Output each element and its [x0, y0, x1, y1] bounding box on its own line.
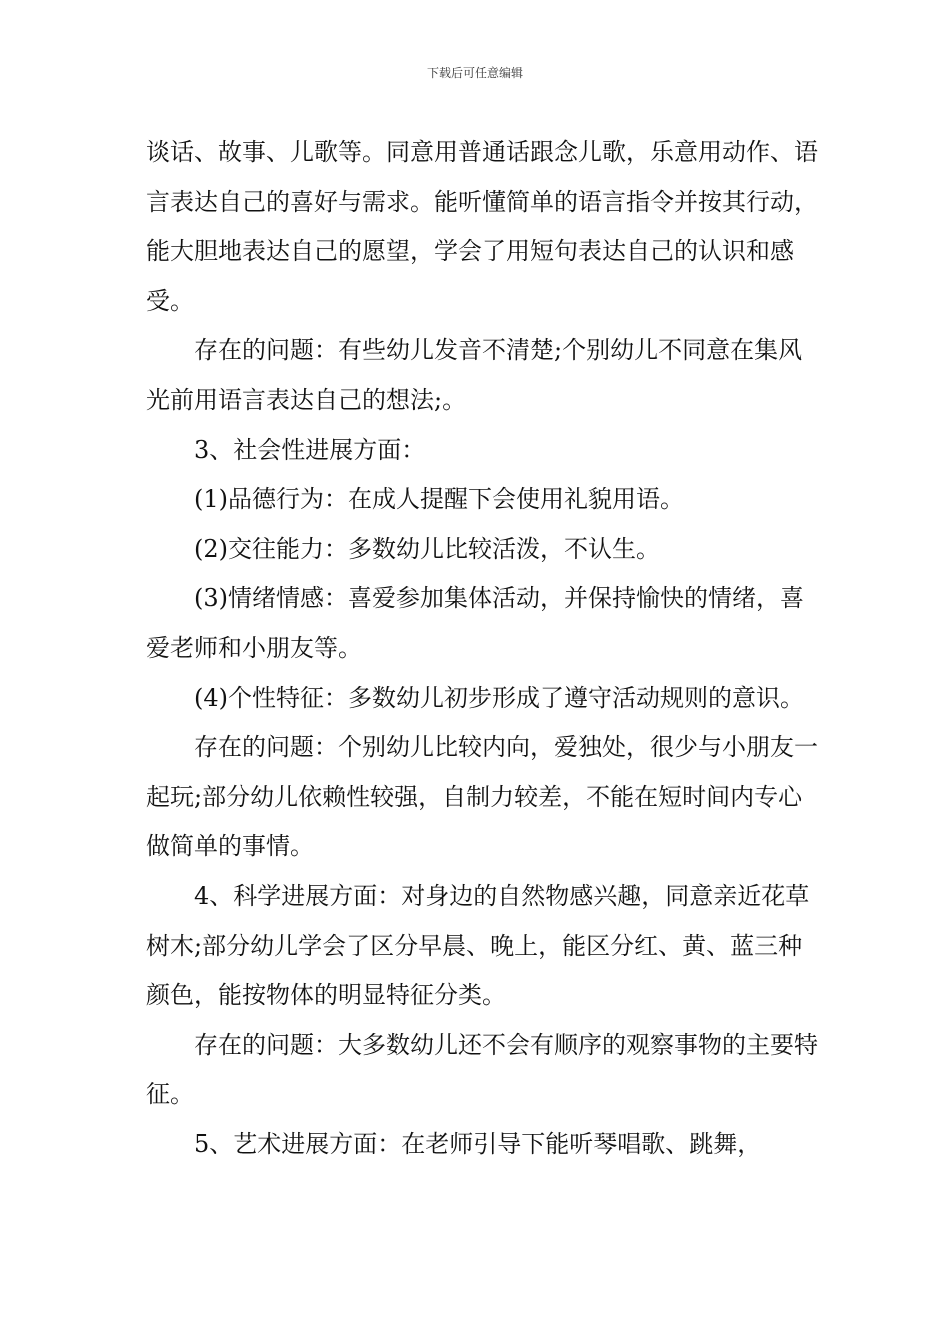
- paragraph-language-problems: 存在的问题：有些幼儿发音不清楚;个别幼儿不同意在集风光前用语言表达自己的想法;。: [146, 336, 803, 414]
- paragraph-social-problems: 存在的问题：个别幼儿比较内向，爱独处，很少与小朋友一起玩;部分幼儿依赖性较强，自制力较差，不能在短时间内专心做简单的事情。: [146, 733, 818, 861]
- list-item-emotions: (3)情绪情感：喜爱参加集体活动，并保持愉快的情绪，喜爱老师和小朋友等。: [146, 584, 804, 662]
- document-body: [146, 128, 818, 1169]
- paragraph-language-continuation: 谈话、故事、儿歌等。同意用普通话跟念儿歌，乐意用动作、语言表达自己的喜好与需求。能听懂简单的语言指令并按其行动，能大胆地表达自己的愿望，学会了用短句表达自己的认识和感受。: [146, 138, 818, 315]
- list-item-personality: (4)个性特征：多数幼儿初步形成了遵守活动规则的意识。: [194, 683, 804, 712]
- section-art: 5、艺术进展方面：在老师引导下能听琴唱歌、跳舞，: [194, 1129, 762, 1158]
- list-item-social-ability: (2)交往能力：多数幼儿比较活泼，不认生。: [194, 534, 660, 563]
- page-header-note: 下载后可任意编辑: [426, 66, 523, 80]
- list-item-moral-behavior: (1)品德行为：在成人提醒下会使用礼貌用语。: [194, 485, 684, 514]
- section-science: 4、科学进展方面：对身边的自然物感兴趣，同意亲近花草树木;部分幼儿学会了区分早晨、晚上，能区分红、黄、蓝三种颜色，能按物体的明显特征分类。: [146, 881, 810, 1010]
- section-heading-social: 3、社会性进展方面：: [194, 435, 426, 464]
- paragraph-science-problems: 存在的问题：大多数幼儿还不会有顺序的观察事物的主要特征。: [146, 1030, 818, 1109]
